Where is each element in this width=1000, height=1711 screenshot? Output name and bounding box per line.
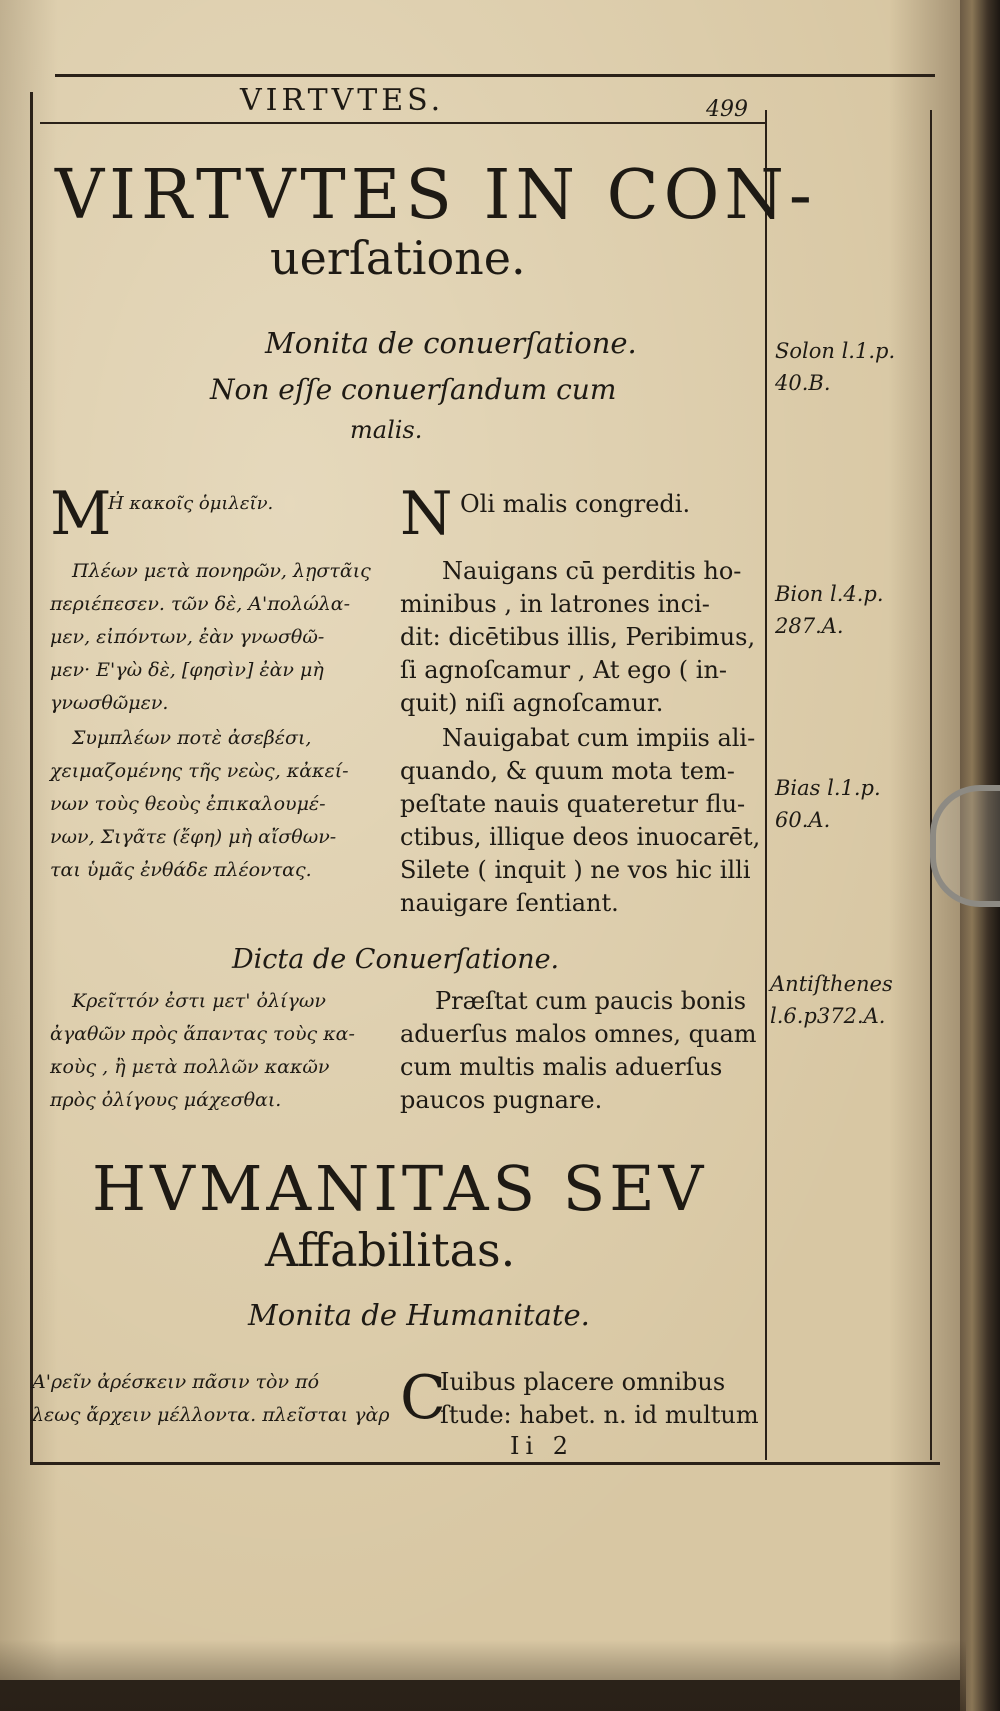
- greek-paragraph-2: [50, 722, 390, 887]
- margin-note-line: Bion l.4.p.: [775, 582, 884, 606]
- latin-line: Nauigabat cum impiis ali-: [442, 724, 756, 752]
- margin-note-line: Solon l.1.p.: [775, 339, 896, 363]
- margin-note-antisthenes: [770, 968, 893, 1032]
- latin-line: Silete ( inquit ) ne vos hic illi: [400, 856, 751, 884]
- latin-line: ſtude: habet. n. id multum: [440, 1401, 759, 1429]
- greek-line: ἀγαθῶν πρὸς ἅπαντας τοὺς κα-: [50, 1023, 355, 1045]
- latin-line: quando, & quum mota tem-: [400, 757, 735, 785]
- margin-note-solon: [775, 335, 895, 399]
- latin-line: ſi agnoſcamur , At ego ( in-: [400, 656, 728, 684]
- section-title-line1: VIRTVTES IN CON-: [55, 156, 817, 235]
- margin-note-bion: [775, 578, 884, 642]
- greek-drop-initial: M: [50, 479, 112, 549]
- latin-line: cum multis malis aduerſus: [400, 1053, 723, 1081]
- greek-line: κοὺς , ἢ μετὰ πολλῶν κακῶν: [50, 1056, 330, 1078]
- greek-dicta: [50, 985, 390, 1117]
- greek-line: γνωσθῶμεν.: [50, 692, 169, 714]
- latin-line: dit: dicētibus illis, Peribimus,: [400, 623, 756, 651]
- latin-paragraph-1: [400, 555, 765, 720]
- latin-line: minibus , in latrones inci-: [400, 590, 710, 618]
- greek-paragraph-1: [50, 555, 390, 720]
- greek-line: Α'ρεῖν ἀρέσκειν πᾶσιν τὸν πό: [32, 1371, 320, 1393]
- greek-line: Κρεῖττόν ἐστι μετ' ὀλίγων: [72, 990, 326, 1012]
- latin-line: quit) niſi agnoſcamur.: [400, 689, 664, 717]
- section2-latin-drop-initial: C: [400, 1363, 446, 1433]
- greek-first-line: H̓ κακοῖς ὁμιλεῖν.: [108, 493, 274, 514]
- section-title-line2: uerſatione.: [270, 231, 526, 285]
- latin-line: paucos pugnare.: [400, 1086, 603, 1114]
- latin-line: Iuibus placere omnibus: [440, 1368, 726, 1396]
- latin-line: nauigare ſentiant.: [400, 889, 619, 917]
- margin-note-line: 40.B.: [775, 371, 831, 395]
- page-number: 499: [706, 97, 748, 122]
- frame-outer-right-rule: [930, 110, 932, 1460]
- latin-first-line: Oli malis congredi.: [460, 490, 691, 518]
- latin-drop-initial: N: [400, 479, 453, 549]
- greek-line: Πλέων μετὰ πονηρῶν, λῃστᾶις: [72, 560, 371, 582]
- signature-mark: Ii 2: [510, 1432, 575, 1460]
- latin-line: ctibus, illique deos inuocarēt,: [400, 823, 761, 851]
- topic-heading-line1: Non eſſe conuerſandum cum: [210, 373, 617, 406]
- section2-subheading: Monita de Humanitate.: [248, 1298, 590, 1332]
- frame-left-rule: [30, 92, 33, 1464]
- margin-note-line: 287.A.: [775, 614, 844, 638]
- greek-line: περιέπεσεν. τῶν δὲ, Α'πολώλα-: [50, 593, 350, 615]
- greek-line: ται ὑμᾶς ἐνθάδε πλέοντας.: [50, 859, 312, 881]
- greek-line: χειμαζομένης τῆς νεὼς, κἀκεί-: [50, 760, 349, 782]
- page-bottom-shadow: [0, 1640, 966, 1711]
- greek-line: Συμπλέων ποτὲ ἀσεβέσι,: [72, 727, 312, 749]
- section2-latin: [440, 1366, 770, 1432]
- latin-paragraph-2: [400, 722, 765, 920]
- greek-line: μεν· Ε'γὼ δὲ, [φησὶν] ἐὰν μὴ: [50, 659, 324, 681]
- margin-note-line: Antiſthenes: [770, 972, 893, 996]
- topic-heading-line2: malis.: [350, 416, 423, 444]
- greek-line: μεν, εἰπόντων, ἐὰν γνωσθῶ-: [50, 626, 325, 648]
- margin-note-line: Bias l.1.p.: [775, 776, 881, 800]
- latin-line: Nauigans cū perditis ho-: [442, 557, 742, 585]
- subheading-monita: Monita de conuerſatione.: [265, 326, 637, 360]
- frame-inner-right-rule: [765, 110, 767, 1460]
- page-clip: [930, 785, 1000, 907]
- latin-line: peſtate nauis quateretur flu-: [400, 790, 746, 818]
- greek-line: πρὸς ὀλίγους μάχεσθαι.: [50, 1089, 282, 1111]
- greek-line: νων, Σιγᾶτε (ἔφη) μὴ αἴσθων-: [50, 826, 337, 848]
- header-underline-rule: [40, 122, 765, 124]
- section2-title-line2: Affabilitas.: [265, 1223, 516, 1277]
- greek-line: λεως ἄρχειν μέλλοντα. πλεῖσται γὰρ: [32, 1404, 390, 1426]
- latin-dicta: [400, 985, 765, 1117]
- running-title: VIRTVTES.: [240, 83, 445, 118]
- margin-note-bias: [775, 772, 881, 836]
- section2-greek: [32, 1366, 392, 1432]
- frame-bottom-rule: [30, 1462, 940, 1465]
- dicta-heading: Dicta de Conuerſatione.: [232, 944, 560, 975]
- latin-line: aduerſus malos omnes, quam: [400, 1020, 757, 1048]
- latin-line: Præſtat cum paucis bonis: [435, 987, 747, 1015]
- margin-note-line: l.6.p372.A.: [770, 1004, 886, 1028]
- greek-line: νων τοὺς θεοὺς ἐπικαλουμέ-: [50, 793, 326, 815]
- margin-note-line: 60.A.: [775, 808, 831, 832]
- section2-title-line1: HVMANITAS SEV: [92, 1152, 708, 1225]
- header-top-rule: [55, 74, 935, 77]
